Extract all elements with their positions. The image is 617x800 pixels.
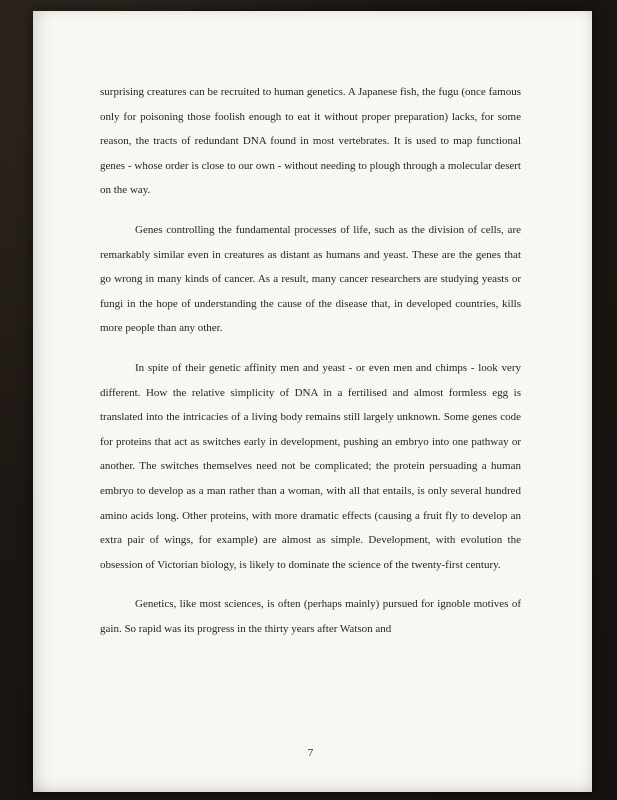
scanned-page	[33, 11, 592, 792]
paragraph-1: surprising creatures can be recruited to human genetics. A Japanese fish, the fugu (once famous only for poisoning those foolish enough to eat it without proper preparation) lacks, for some reason, the tracts of redundant DNA found in most vertebrates. It is used to map functional genes - whose order is close to our own - without needing to plough through a molecular desert on the way.	[100, 86, 521, 197]
paragraph-2: Genes controlling the fundamental processes of life, such as the division of cells, are remarkably similar even in creatures as distant as humans and yeast. These are the genes that go wrong in many kinds of cancer. As a result, many cancer researchers are studying yeasts or fungi in the hope of understanding the cause of the disease that, in developed countries, kills more people than any other.	[100, 223, 521, 335]
paragraph-4: Genetics, like most sciences, is often (perhaps mainly) pursued for ignoble motives of gain. So rapid was its progress in the thirty years after Watson and	[100, 598, 521, 635]
body-text	[100, 80, 521, 656]
page-number: 7	[307, 747, 314, 759]
paragraph-3: In spite of their genetic affinity men and yeast - or even men and chimps - look very different. How the relative simplicity of DNA in a fertilised and almost formless egg is translated into the intricacies of a living body remains still largely unknown. Some genes code for proteins that act as switches early in development, pushing an embryo into one pathway or another. The switches themselves need not be complicated; the protein persuading a human embryo to develop as a man rather than a woman, with all that entails, is only several hundred amino acids long. Other proteins, with more dramatic effects (causing a fruit fly to develop an extra pair of wings, for example) are almost as simple. Development, with evolution the obsession of Victorian biology, is likely to dominate the science of the twenty-first century.	[100, 361, 521, 571]
